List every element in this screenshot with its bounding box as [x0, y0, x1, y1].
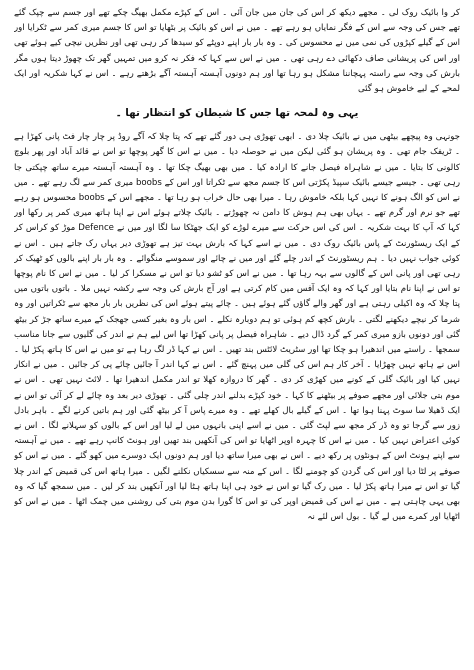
intro-paragraph: کر وا بائیک روک لی ۔ مجھے دیکھ کر اس کی جان میں جان آئی ۔ اس کے کپڑے مکمل بھیگ چکے تھے اور جسم سے چپک گئے تھے جس کی وجہ سے اس کے فگر نمایاں ہو رہے تھے ۔ میں نے اس کو بائیک پر بٹھایا تو اس کا جسم میری کمر سے ٹکرایا اور اس کے گیلے کپڑوں کی نمی میں نے محسوس کی ۔ وہ بار بار اپنے دوپٹے کو سیدھا کر رہی تھی اور نظریں نیچی کیے ہوئے تھی اور اس کی پریشانی صاف دکھائی دے رہی تھی ۔ میں نے اس سے کہا کہ فکر نہ کرو میں تمہیں گھر تک چھوڑ دیتا ہوں مگر بارش کی وجہ سے راستہ پہچاننا مشکل ہو رہا تھا اور ہم دونوں آہستہ آہستہ آگے بڑھتے رہے ۔ اس نے کہا شکریہ اور ایک لمحے کے لیے خاموش ہو گئی	[14, 8, 460, 95]
document-page	[14, 6, 460, 664]
section-heading: یہی وہ لمحہ تھا جس کا شیطان کو انتظار تھا ۔	[115, 107, 359, 120]
body-paragraph: جونہی وہ پیچھے بیٹھی میں نے بائیک چلا دی ۔ ابھی تھوڑی ہی دور گئے تھے کہ پتا چلا کہ آگے روڈ پر چار چار فٹ پانی کھڑا ہے ۔ ٹریفک جام تھی ۔ وہ پریشان ہو گئی لیکن میں نے حوصلہ دیا ۔ میں نے اس کا گھر پوچھا تو اس نے قائد آباد اور پھر بلوچ کالونی کا بتایا ۔ میں نے شاہراہ فیصل جانے کا ارادہ کیا ۔ میں بھی بھیگ چکا تھا ۔ وہ آہستہ آہستہ میرے ساتھ چپکتی جا رہی تھی ۔ جیسے جیسے بائیک سپیڈ پکڑتی اس کا جسم مجھ سے ٹکراتا اور اس کے boobs میری کمر سے لگ رہے تھے ۔ میں نے اس کو الگ ہونے کا نہیں کہا بلکہ خاموش رہا ۔ میرا بھی حال خراب ہو رہا تھا ۔ مجھے اس کے boobs محسوس ہو رہے تھے جو نرم اور گرم تھے ۔ یہاں بھی ہم ہوش کا دامن نہ چھوڑتے ۔ بائیک چلاتے ہوئے اس نے اپنا ہاتھ میری کمر پر رکھا اور کہا کہ آپ کا بہت شکریہ ۔ اس کی اس حرکت سے میرے لوڑے کو ایک جھٹکا سا لگا اور میں نے Defence موڑ کو کراس کر کے ایک ریسٹورنٹ کے پاس بائیک روک دی ۔ میں نے اسے کہا کہ بارش بہت تیز ہے تھوڑی دیر یہاں رک جاتے ہیں ۔ اس نے کوئی جواب نہیں دیا ۔ ہم ریسٹورنٹ کے اندر چلے گئے اور میں نے چائے اور سموسے منگوائے ۔ وہ بار بار اپنے بالوں کو ٹھیک کر رہی تھی اور پانی اس کے گالوں سے بہہ رہا تھا ۔ میں نے اس کو ٹشو دیا تو اس نے مسکرا کر لیا ۔ میں نے اس کا نام پوچھا تو اس نے اپنا نام بتایا اور کہا کہ وہ ایک آفس میں کام کرتی ہے اور آج بارش کی وجہ سے رکشہ نہیں ملا ۔ باتوں باتوں میں پتا چلا کہ وہ اکیلی رہتی ہے اور گھر والے گاؤں گئے ہوئے ہیں ۔ چائے پیتے ہوئے اس کی نظریں بار بار مجھ سے ٹکراتیں اور وہ شرما کر نیچے دیکھنے لگتی ۔ بارش کچھ کم ہوئی تو ہم دوبارہ نکلے ۔ اس بار وہ بغیر کسی جھجک کے میرے ساتھ جڑ کر بیٹھ گئی اور دونوں بازو میری کمر کے گرد ڈال دیے ۔ شاہراہ فیصل پر پانی کھڑا تھا اس لیے ہم نے اندر کی گلیوں سے جانا مناسب سمجھا ۔ راستے میں اندھیرا ہو چکا تھا اور سٹریٹ لائٹس بند تھیں ۔ اس نے کہا ڈر لگ رہا ہے تو میں نے اس کا ہاتھ پکڑ لیا ۔ اس نے ہاتھ نہیں چھڑایا ۔ آخر کار ہم اس کی گلی میں پہنچ گئے ۔ اس نے کہا اندر آ جائیں چائے پی کر جائیں ۔ میں نے انکار نہیں کیا اور بائیک گلی کے کونے میں کھڑی کر دی ۔ گھر کا دروازہ کھلا تو اندر مکمل اندھیرا تھا ۔ لائٹ نہیں تھی ۔ اس نے موم بتی جلائی اور مجھے صوفے پر بیٹھنے کا کہا ۔ خود کپڑے بدلنے اندر چلی گئی ۔ تھوڑی دیر بعد وہ چائے لے کر آئی تو اس نے ایک ڈھیلا سا سوٹ پہنا ہوا تھا ۔ اس کے گیلے بال کھلے تھے ۔ وہ میرے پاس آ کر بیٹھ گئی اور ہم باتیں کرنے لگے ۔ باہر بادل زور سے گرجا تو وہ ڈر کر مجھ سے لپٹ گئی ۔ میں نے اسے اپنی بانہوں میں لے لیا اور اس کے بالوں کو سہلانے لگا ۔ اس نے کوئی اعتراض نہیں کیا ۔ میں نے اس کا چہرہ اوپر اٹھایا تو اس کی آنکھیں بند تھیں اور ہونٹ کانپ رہے تھے ۔ میں نے آہستہ سے اپنے ہونٹ اس کے ہونٹوں پر رکھ دیے ۔ اس نے بھی میرا ساتھ دیا اور ہم دونوں ایک دوسرے میں کھو گئے ۔ میں نے اس کو صوفے پر لٹا دیا اور اس کی گردن کو چومنے لگا ۔ اس کے منہ سے سسکیاں نکلنے لگیں ۔ میرا ہاتھ اس کی قمیض کے اندر چلا گیا تو اس نے میرا ہاتھ پکڑ لیا ۔ میں رک گیا تو اس نے خود ہی اپنا ہاتھ ہٹا لیا اور آنکھیں بند کر لیں ۔ میں سمجھ گیا کہ وہ بھی یہی چاہتی ہے ۔ میں نے اس کی قمیض اوپر کی تو اس کا گورا بدن موم بتی کی روشنی میں چمک اٹھا ۔ میں نے اس کو اٹھایا اور کمرے میں لے گیا ۔ بول اس لئے نہ	[14, 132, 460, 523]
